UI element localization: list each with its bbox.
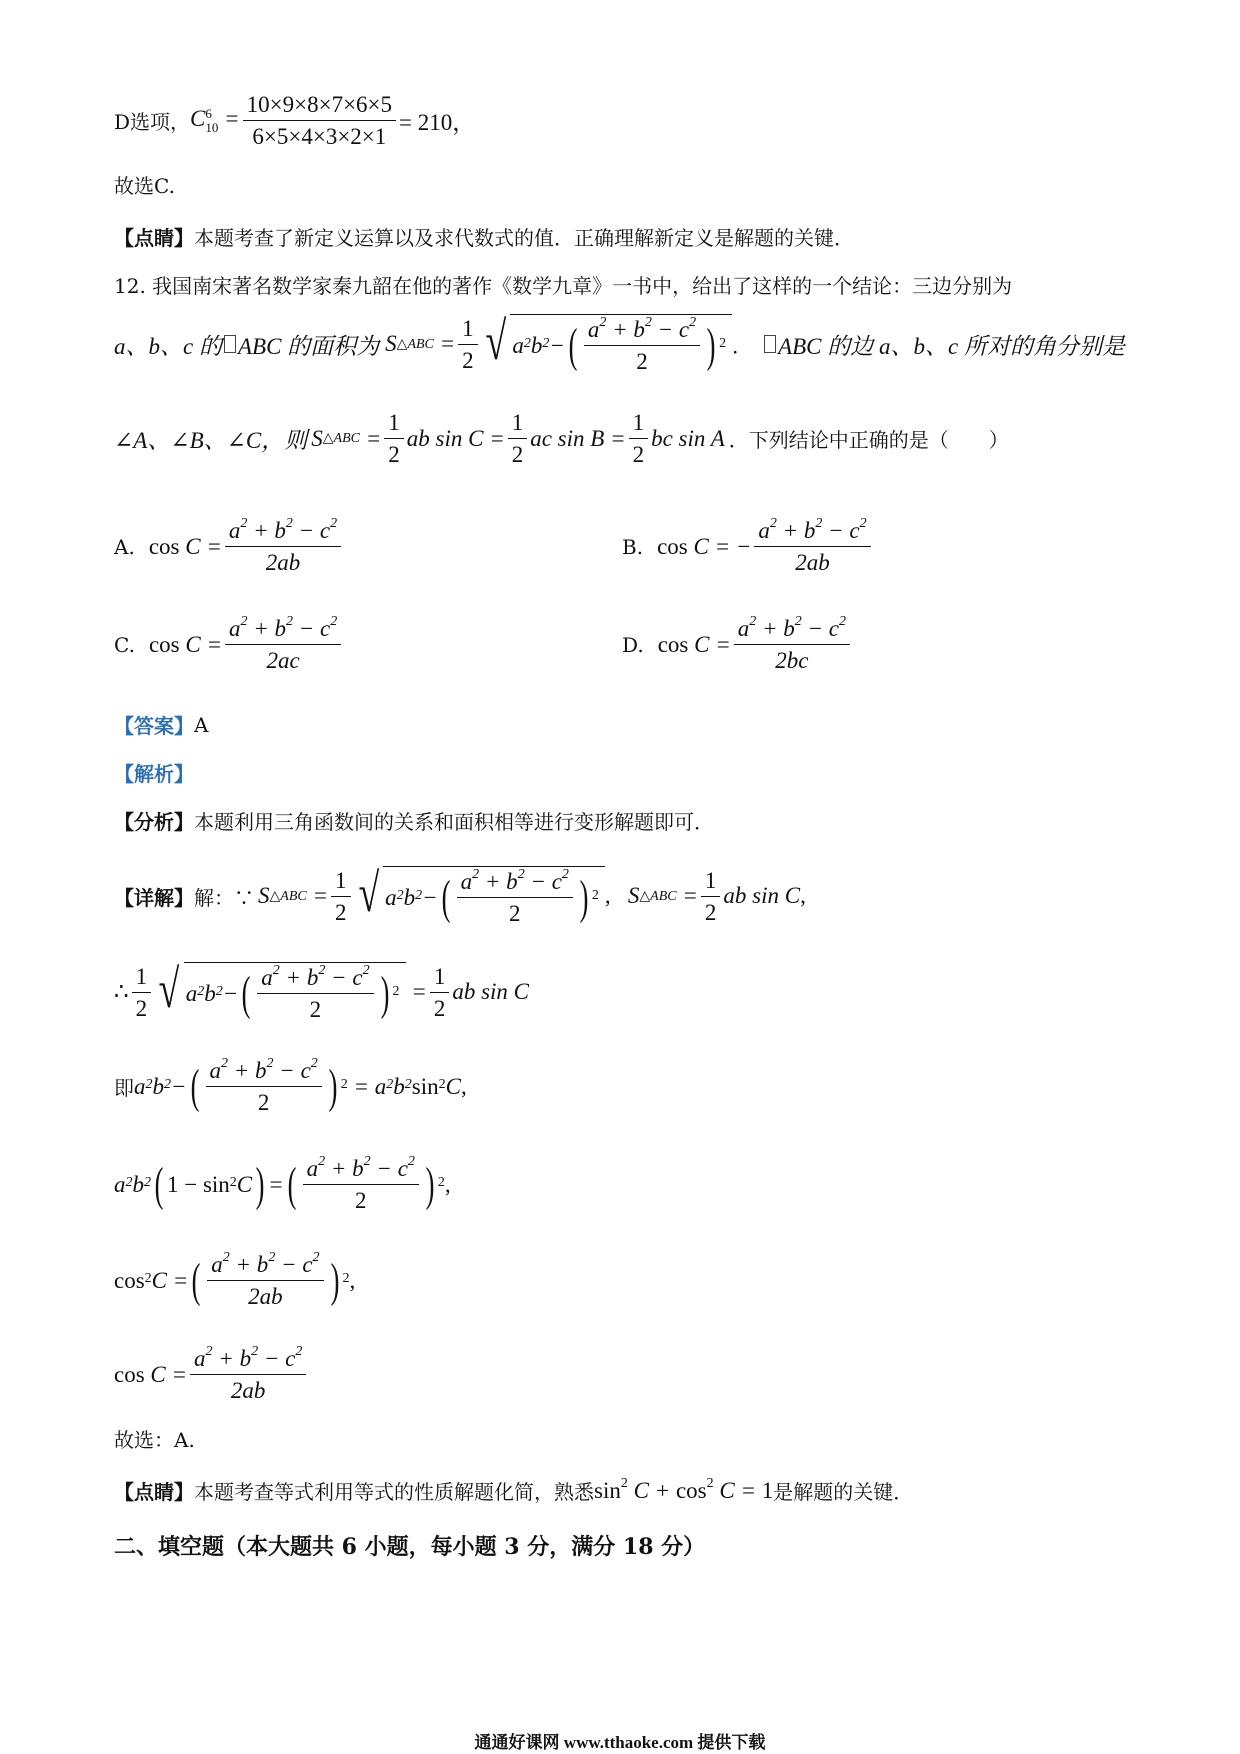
choose-c-text: 故选C.: [114, 174, 175, 198]
option-b[interactable]: B. cos C = − $\frac{a^2 + b^2 - c^2}{2ab}$: [622, 518, 874, 576]
q12-area-label: ABC 的面积为: [237, 333, 380, 359]
option-b-den: 2ab: [795, 550, 830, 576]
answer-value: A: [194, 712, 209, 737]
option-d-label: D.: [622, 632, 644, 657]
choose-a-text: 故选：A.: [114, 1428, 195, 1452]
point2-pre: 本题考查等式利用等式的性质解题化简，熟悉: [194, 1480, 594, 1504]
d-option-fraction: $\frac{10\times 9\times 8\times 7\times 6\times 5}{6\times 5\times 4\times 3\times 2\times 1}$: [243, 92, 396, 150]
detail-text: 解：∵: [194, 885, 254, 910]
area-formula: S △ABC = $\frac{1}{2}$ √ a 2 b 2 − ( $\frac{a^2 + b^2 - c^2}{2}$ ) 2: [385, 314, 732, 375]
q12-stem-1: 12. 我国南宋著名数学家秦九韶在他的著作《数学九章》一书中，给出了这样的一个结论：三边分别为: [114, 274, 1013, 298]
answer-line: [114, 710, 208, 739]
q12-period: ．: [732, 333, 753, 358]
step-formula-1: a 2 b 2 ( 1 − sin 2 C ) = ( $\frac{a^2 + b^2 - c^2}{2}$ ) 2 ,: [114, 1154, 451, 1214]
option-c-den: 2ac: [266, 648, 300, 674]
therefore-formula: ∴ $\frac{1}{2}$ √ a 2 b 2 − ( $\frac{a^2 + b^2 - c^2}{2}$ ) 2 = $\frac{1}{2}$ ab sin C: [114, 959, 530, 1023]
q12-angle-text: ABC 的边 a、b、c 所对的角分别是: [778, 333, 1125, 359]
d-option-prefix: D选项，: [114, 110, 191, 135]
therefore-line: [114, 959, 530, 1023]
combination-formula: C 6 10 =: [190, 105, 240, 135]
q12-line1: [114, 270, 1012, 299]
d-option-line: [114, 92, 475, 150]
point1-line: [114, 222, 854, 251]
q12-line2: [114, 311, 1125, 375]
choose-a-line: [114, 1424, 195, 1453]
step-line-1: [114, 1156, 451, 1214]
analysis-line: [114, 758, 194, 787]
section2-line: [114, 1530, 705, 1561]
point1-text: 本题考查了新定义运算以及求代数式的值．正确理解新定义是解题的关键．: [194, 226, 854, 250]
detail-formula: S △ABC = $\frac{1}{2}$ √ a 2 b 2 − ( $\frac{a^2 + b^2 - c^2}{2}$ ) 2 , S △ABC = $\frac{1}{2}$ ab sin C ,: [258, 863, 806, 927]
identity-formula: $\sin^2 C + \cos^2 C = 1$: [594, 1475, 774, 1503]
option-a[interactable]: A. cos C = $\frac{a^2 + b^2 - c^2}{2ab}$: [114, 518, 344, 576]
sine-area-formula: S △ABC = $\frac{1}{2}$ ab sin C = $\frac{1}{2}$ ac sin B = $\frac{1}{2}$ bc sin A: [311, 410, 725, 468]
option-a-label: A.: [114, 534, 135, 559]
option-d-den: 2bc: [775, 648, 809, 674]
d-option-result: = 210，: [399, 110, 476, 136]
point2-line: [114, 1476, 913, 1505]
point2-post: 是解题的关键．: [773, 1480, 914, 1504]
analysis-tag: 【解析】: [114, 762, 194, 786]
point1-tag: 【点睛】: [114, 226, 194, 250]
option-c-label: C.: [114, 632, 135, 657]
ji-line: [114, 1058, 467, 1116]
option-b-label: B.: [622, 534, 644, 559]
step-formula-3: cos C = $\frac{a^2 + b^2 - c^2}{2ab}$: [114, 1346, 309, 1404]
fenxi-text: 本题利用三角函数间的关系和面积相等进行变形解题即可．: [194, 810, 714, 834]
fenxi-line: [114, 806, 714, 835]
option-c[interactable]: C. cos C = $\frac{a^2 + b^2 - c^2}{2ac}$: [114, 616, 344, 674]
detail-tag: 【详解】: [114, 885, 194, 910]
step-line-2: [114, 1252, 355, 1310]
q12-line3: [114, 410, 1009, 468]
fenxi-tag: 【分析】: [114, 810, 194, 834]
q12-sides-text: a、b、c 的: [114, 333, 222, 359]
ji-text: 即: [114, 1076, 134, 1101]
page-footer: 通通好课网 www.tthaoke.com 提供下载: [474, 1733, 766, 1752]
option-d[interactable]: D. cos C = $\frac{a^2 + b^2 - c^2}{2bc}$: [622, 616, 853, 674]
triangle-symbol-2: [764, 335, 776, 353]
step-line-3: [114, 1346, 309, 1404]
q12-question: ．下列结论中正确的是（ ）: [728, 428, 1009, 453]
choose-c-line: [114, 170, 175, 199]
detail-line: [114, 863, 806, 927]
step-formula-2: cos 2 C = ( $\frac{a^2 + b^2 - c^2}{2ab}$ ) 2 ,: [114, 1250, 356, 1310]
answer-tag: 【答案】: [114, 714, 194, 738]
section2-heading: 二、填空题（本大题共 6 小题，每小题 3 分，满分 18 分）: [114, 1534, 706, 1560]
q12-angles: ∠A、∠B、∠C，则: [114, 428, 308, 454]
option-a-den: 2ab: [265, 550, 301, 576]
triangle-symbol: [224, 335, 236, 353]
ji-formula: a 2 b 2 − ( $\frac{a^2 + b^2 - c^2}{2}$ ) 2 = a 2 b 2 sin 2 C ,: [134, 1056, 467, 1116]
point2-tag: 【点睛】: [114, 1480, 194, 1504]
